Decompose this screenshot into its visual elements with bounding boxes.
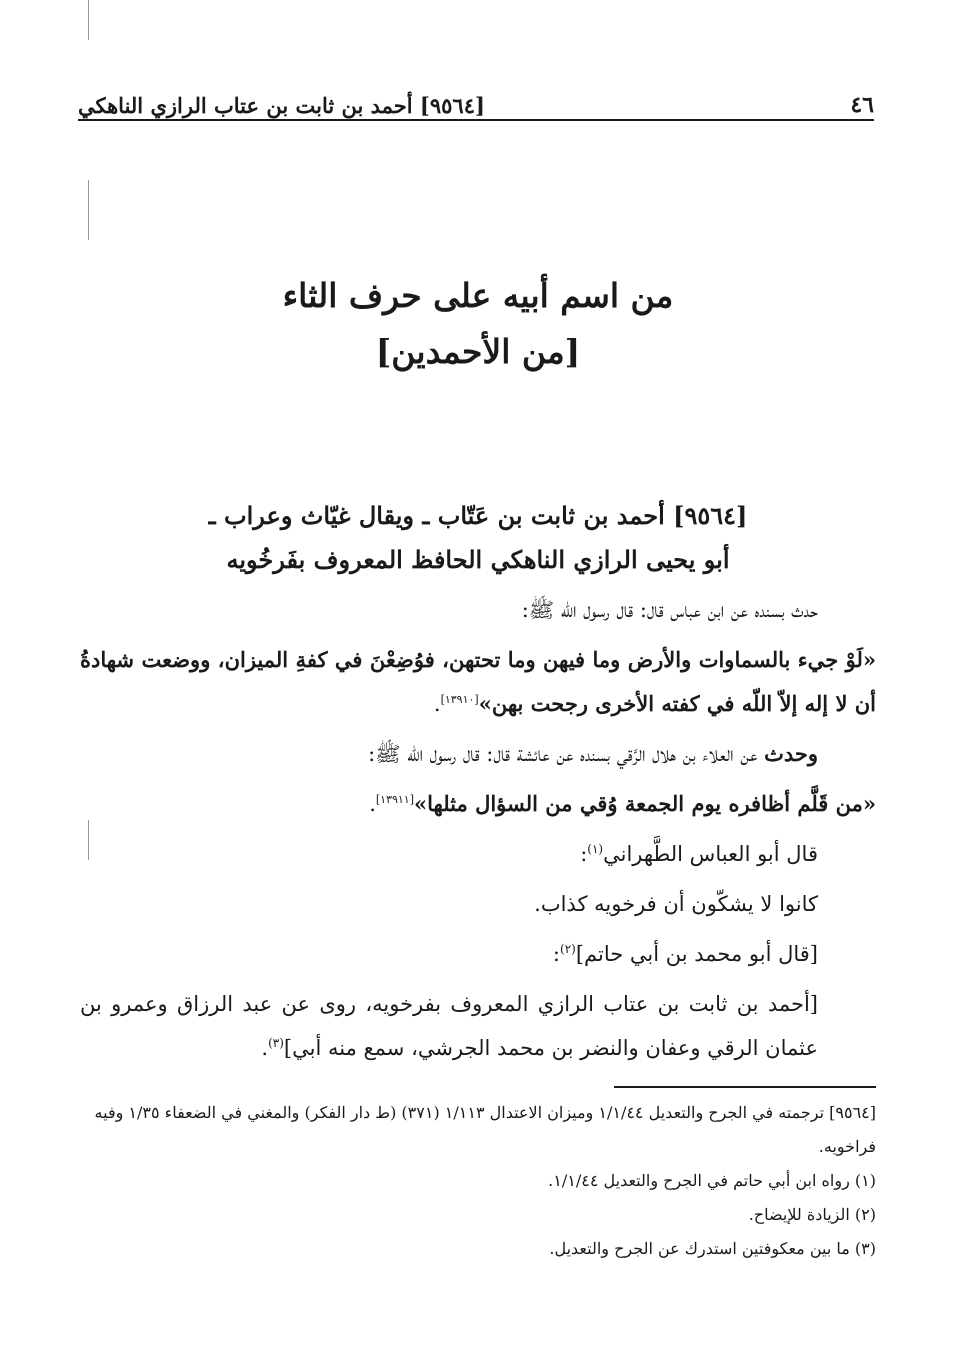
paragraph-biography <box>80 982 876 1070</box>
punctuation: . <box>433 692 441 716</box>
isnad-text: عن العلاء بن هلال الرَّقي بسنده عن عائشة قال: قال رسول الله ﷺ: <box>368 742 765 766</box>
footnote-2: (٢) الزيادة للإيضاح. <box>748 1205 876 1224</box>
footnotes <box>80 1096 876 1266</box>
running-title: [٩٥٦٤] أحمد بن ثابت بن عتاب الرازي الناهكي <box>78 93 485 118</box>
hadith-text: «لَوْ جيء بالسماوات والأرض وما فيهن وما تحتهن، فوُضِعْنَ في كفةِ الميزان، ووضعت شهادةُ أن لا إله إلاّ اللّه في كفته الأخرى رجحت بهن» <box>80 647 876 716</box>
isnad-lead-word: وحدث <box>764 741 818 766</box>
chapter-subtitle: [من الأحمدين] <box>375 332 581 371</box>
page-number: ٤٦ <box>850 92 874 118</box>
hadith-reference: [١٣٩١١] <box>375 793 415 806</box>
punctuation: . <box>261 1036 269 1060</box>
hadith-reference: [١٣٩١٠] <box>440 693 479 706</box>
punctuation: : <box>580 842 588 866</box>
isnad-text: حدث بسنده عن ابن عباس قال: قال رسول الله ﷺ: <box>521 598 818 622</box>
footnote-marker-1: (١) <box>587 842 604 856</box>
footnote-marker-2: (٢) <box>560 942 576 956</box>
footnote-1: (١) رواه ابن أبي حاتم في الجرح والتعديل ١/١/٤٤. <box>548 1171 876 1190</box>
paragraph-quote-intro <box>80 832 876 876</box>
entry-heading <box>140 494 816 582</box>
footnote-3: (٣) ما بين معكوفتين استدرك عن الجرح والتعديل. <box>549 1239 876 1258</box>
scan-artifact-line <box>88 180 89 240</box>
body-text <box>80 588 876 1076</box>
scan-artifact-line <box>88 0 89 40</box>
paragraph-hadith-2 <box>80 782 876 826</box>
punctuation: . <box>369 792 376 816</box>
quote-text: كانوا لا يشكّون أن فرخويه كذاب. <box>534 892 818 916</box>
entry-heading-line-1: [٩٥٦٤] أحمد بن ثابت بن عَتّاب ـ ويقال غيّاث وعراب ـ <box>208 501 748 530</box>
paragraph-isnad-1 <box>80 588 876 632</box>
entry-heading-line-2: أبو يحيى الرازي الناهكي الحافظ المعروف بفَرخُويه <box>226 545 730 574</box>
narrator-text: قال أبو العباس الطَّهراني <box>603 842 818 866</box>
footnote-separator <box>614 1086 876 1088</box>
addition-text: [قال أبو محمد بن أبي حاتم] <box>575 942 818 966</box>
footnote-marker-3: (٣) <box>268 1036 284 1050</box>
punctuation: : <box>552 942 560 966</box>
running-header <box>78 78 874 118</box>
paragraph-quote <box>80 882 876 926</box>
chapter-title: من اسم أبيه على حرف الثاء <box>282 276 674 315</box>
hadith-text: «من قَلَّم أظافره يوم الجمعة وُقي من السؤال مثلها» <box>414 791 876 816</box>
paragraph-isnad-2 <box>80 732 876 776</box>
header-rule <box>78 119 874 121</box>
paragraph-hadith-1 <box>80 638 876 726</box>
biography-text: [أحمد بن ثابت بن عتاب الرازي المعروف بفرخويه، روى عن عبد الرزاق وعمرو بن عثمان الرقي وعفان والنضر بن محمد الجرشي، سمع منه أبي] <box>80 992 818 1060</box>
footnote-main: [٩٥٦٤] ترجمته في الجرح والتعديل ١/١/٤٤ وميزان الاعتدال ١/١١٣ (٣٧١) (ط دار الفكر) والمغني في الضعفاء ١/٣٥ وفيه فراخويه. <box>94 1103 876 1156</box>
paragraph-addition-intro <box>80 932 876 976</box>
chapter-heading <box>0 268 956 380</box>
